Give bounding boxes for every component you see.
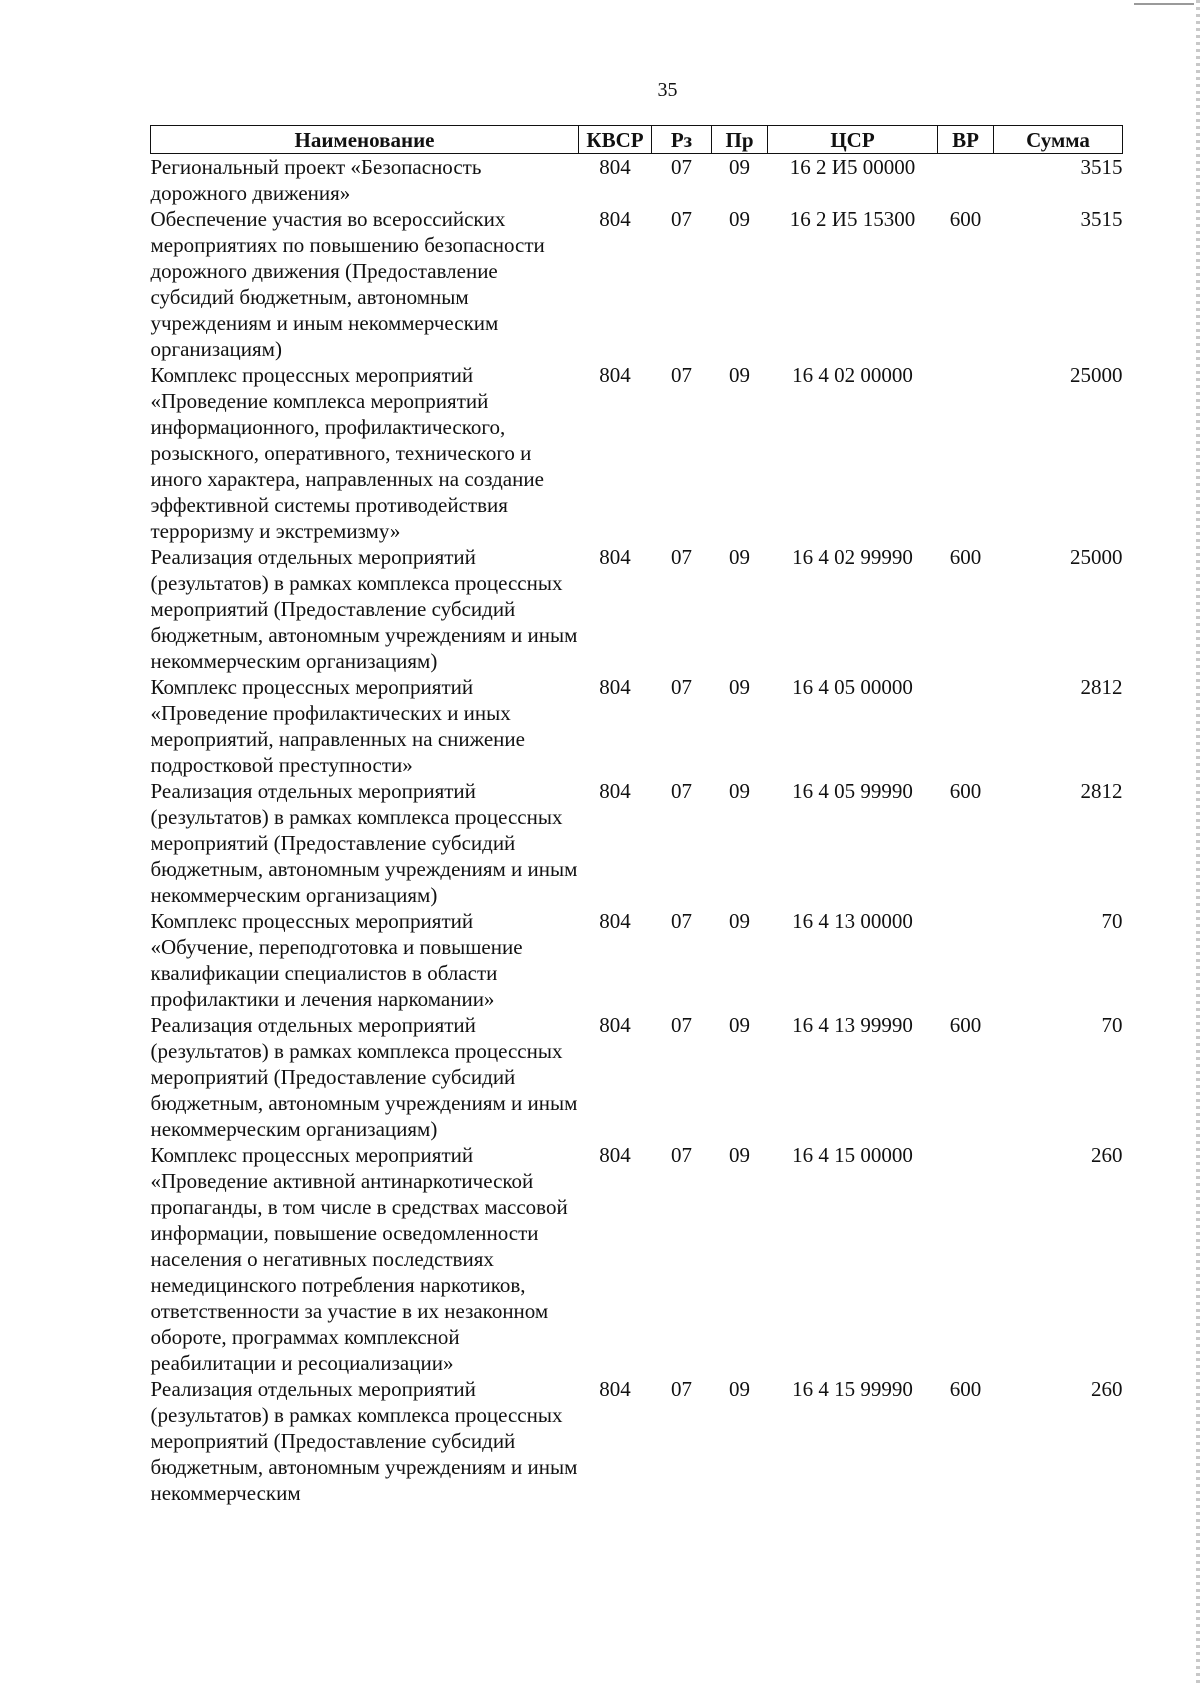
cell-vr: 600 — [949, 1377, 982, 1401]
table-row — [151, 154, 1123, 207]
cell-csr: 16 4 15 00000 — [792, 1143, 913, 1167]
cell-kvsr: 804 — [599, 1013, 631, 1037]
table-row — [151, 206, 1123, 362]
cell-csr: 16 4 05 99990 — [792, 779, 913, 803]
cell-kvsr: 804 — [599, 909, 631, 933]
table-header — [151, 126, 1123, 154]
page-number: 35 — [657, 79, 678, 101]
cell-vr — [938, 674, 994, 778]
header-kvsr: КВСР — [579, 126, 652, 154]
cell-pr: 09 — [729, 1143, 750, 1167]
cell-csr: 16 4 13 99990 — [792, 1013, 913, 1037]
cell-pr: 09 — [729, 545, 750, 569]
cell-vr: 600 — [949, 779, 982, 803]
header-pr: Пр — [712, 126, 768, 154]
cell-rz: 07 — [671, 675, 692, 699]
cell-pr: 09 — [729, 1377, 750, 1401]
table-row — [151, 544, 1123, 674]
table-body — [151, 154, 1123, 1507]
cell-rz: 07 — [671, 1013, 692, 1037]
cell-sum: 3515 — [1080, 155, 1123, 179]
cell-name: Обеспечение участия во всероссийских мероприятиях по повышению безопасности дорожного движения (Предоставление субсидий бюджетным, автономным учреждениям и иным некоммерческим организациям) — [150, 207, 545, 361]
cell-rz: 07 — [671, 779, 692, 803]
cell-csr: 16 4 15 99990 — [792, 1377, 913, 1401]
cell-csr: 16 4 02 00000 — [792, 363, 913, 387]
cell-name: Региональный проект «Безопасность дорожного движения» — [150, 155, 482, 205]
cell-sum: 2812 — [1080, 675, 1123, 699]
cell-sum: 70 — [1101, 1013, 1123, 1037]
cell-sum: 3515 — [1080, 207, 1123, 231]
cell-name: Реализация отдельных мероприятий (результатов) в рамках комплекса процессных мероприятий (Предоставление субсидий бюджетным, автономным учреждениям и иным некоммерческим организациям) — [150, 1013, 578, 1141]
cell-kvsr: 804 — [599, 207, 631, 231]
scan-artifact-right-edge — [1196, 0, 1200, 1686]
cell-vr — [938, 362, 994, 544]
header-sum: Сумма — [994, 126, 1123, 154]
cell-pr: 09 — [729, 675, 750, 699]
cell-rz: 07 — [671, 909, 692, 933]
cell-rz: 07 — [671, 1143, 692, 1167]
cell-csr: 16 4 13 00000 — [792, 909, 913, 933]
cell-vr — [938, 908, 994, 1012]
cell-csr: 16 2 И5 15300 — [789, 207, 916, 231]
cell-vr: 600 — [949, 207, 982, 231]
cell-kvsr: 804 — [599, 363, 631, 387]
cell-sum: 25000 — [1070, 363, 1123, 387]
cell-sum: 260 — [1091, 1377, 1123, 1401]
cell-vr — [938, 154, 994, 207]
cell-pr: 09 — [729, 363, 750, 387]
cell-sum: 2812 — [1080, 779, 1123, 803]
budget-table — [150, 125, 1123, 1506]
cell-rz: 07 — [671, 1377, 692, 1401]
cell-kvsr: 804 — [599, 675, 631, 699]
cell-name: Реализация отдельных мероприятий (результатов) в рамках комплекса процессных мероприятий (Предоставление субсидий бюджетным, автономным учреждениям и иным некоммерческим организациям) — [150, 545, 578, 673]
cell-pr: 09 — [729, 779, 750, 803]
table-row — [151, 362, 1123, 544]
cell-kvsr: 804 — [599, 779, 631, 803]
cell-name: Комплекс процессных мероприятий «Проведение активной антинаркотической пропаганды, в том числе в средствах массовой информации, повышение осведомленности населения о негативных последствиях немедицинского потребления наркотиков, ответственности за участие в их незаконном обороте, программах комплексной реабилитации и ресоциализации» — [150, 1143, 568, 1375]
table-row — [151, 1376, 1123, 1506]
cell-name: Комплекс процессных мероприятий «Проведение комплекса мероприятий информационного, профилактического, розыскного, оперативного, технического и иного характера, направленных на создание эффективной системы противодействия терроризму и экстремизму» — [150, 363, 544, 543]
table-row — [151, 1012, 1123, 1142]
cell-csr: 16 2 И5 00000 — [789, 155, 916, 179]
cell-name: Комплекс процессных мероприятий «Обучение, переподготовка и повышение квалификации специалистов в области профилактики и лечения наркомании» — [150, 909, 523, 1011]
cell-kvsr: 804 — [599, 1143, 631, 1167]
scan-artifact-top — [1134, 3, 1194, 5]
cell-pr: 09 — [729, 909, 750, 933]
cell-kvsr: 804 — [599, 1377, 631, 1401]
cell-csr: 16 4 05 00000 — [792, 675, 913, 699]
table-row — [151, 674, 1123, 778]
cell-kvsr: 804 — [599, 545, 631, 569]
cell-kvsr: 804 — [599, 155, 631, 179]
cell-vr: 600 — [949, 545, 982, 569]
cell-pr: 09 — [729, 207, 750, 231]
header-name: Наименование — [151, 126, 579, 154]
cell-rz: 07 — [671, 207, 692, 231]
cell-vr — [938, 1142, 994, 1376]
cell-name: Комплекс процессных мероприятий «Проведение профилактических и иных мероприятий, направленных на снижение подростковой преступности» — [150, 675, 525, 777]
cell-rz: 07 — [671, 363, 692, 387]
cell-sum: 70 — [1101, 909, 1123, 933]
cell-rz: 07 — [671, 545, 692, 569]
header-rz: Рз — [652, 126, 712, 154]
cell-name: Реализация отдельных мероприятий (результатов) в рамках комплекса процессных мероприятий (Предоставление субсидий бюджетным, автономным учреждениям и иным некоммерческим — [150, 1377, 578, 1505]
header-vr: ВР — [938, 126, 994, 154]
table-row — [151, 1142, 1123, 1376]
table-row — [151, 778, 1123, 908]
cell-pr: 09 — [729, 155, 750, 179]
cell-sum: 260 — [1091, 1143, 1123, 1167]
cell-rz: 07 — [671, 155, 692, 179]
table-header-row — [151, 126, 1123, 154]
cell-vr: 600 — [949, 1013, 982, 1037]
cell-sum: 25000 — [1070, 545, 1123, 569]
header-csr: ЦСР — [768, 126, 938, 154]
cell-csr: 16 4 02 99990 — [792, 545, 913, 569]
cell-pr: 09 — [729, 1013, 750, 1037]
cell-name: Реализация отдельных мероприятий (результатов) в рамках комплекса процессных мероприятий (Предоставление субсидий бюджетным, автономным учреждениям и иным некоммерческим организациям) — [150, 779, 578, 907]
table-row — [151, 908, 1123, 1012]
